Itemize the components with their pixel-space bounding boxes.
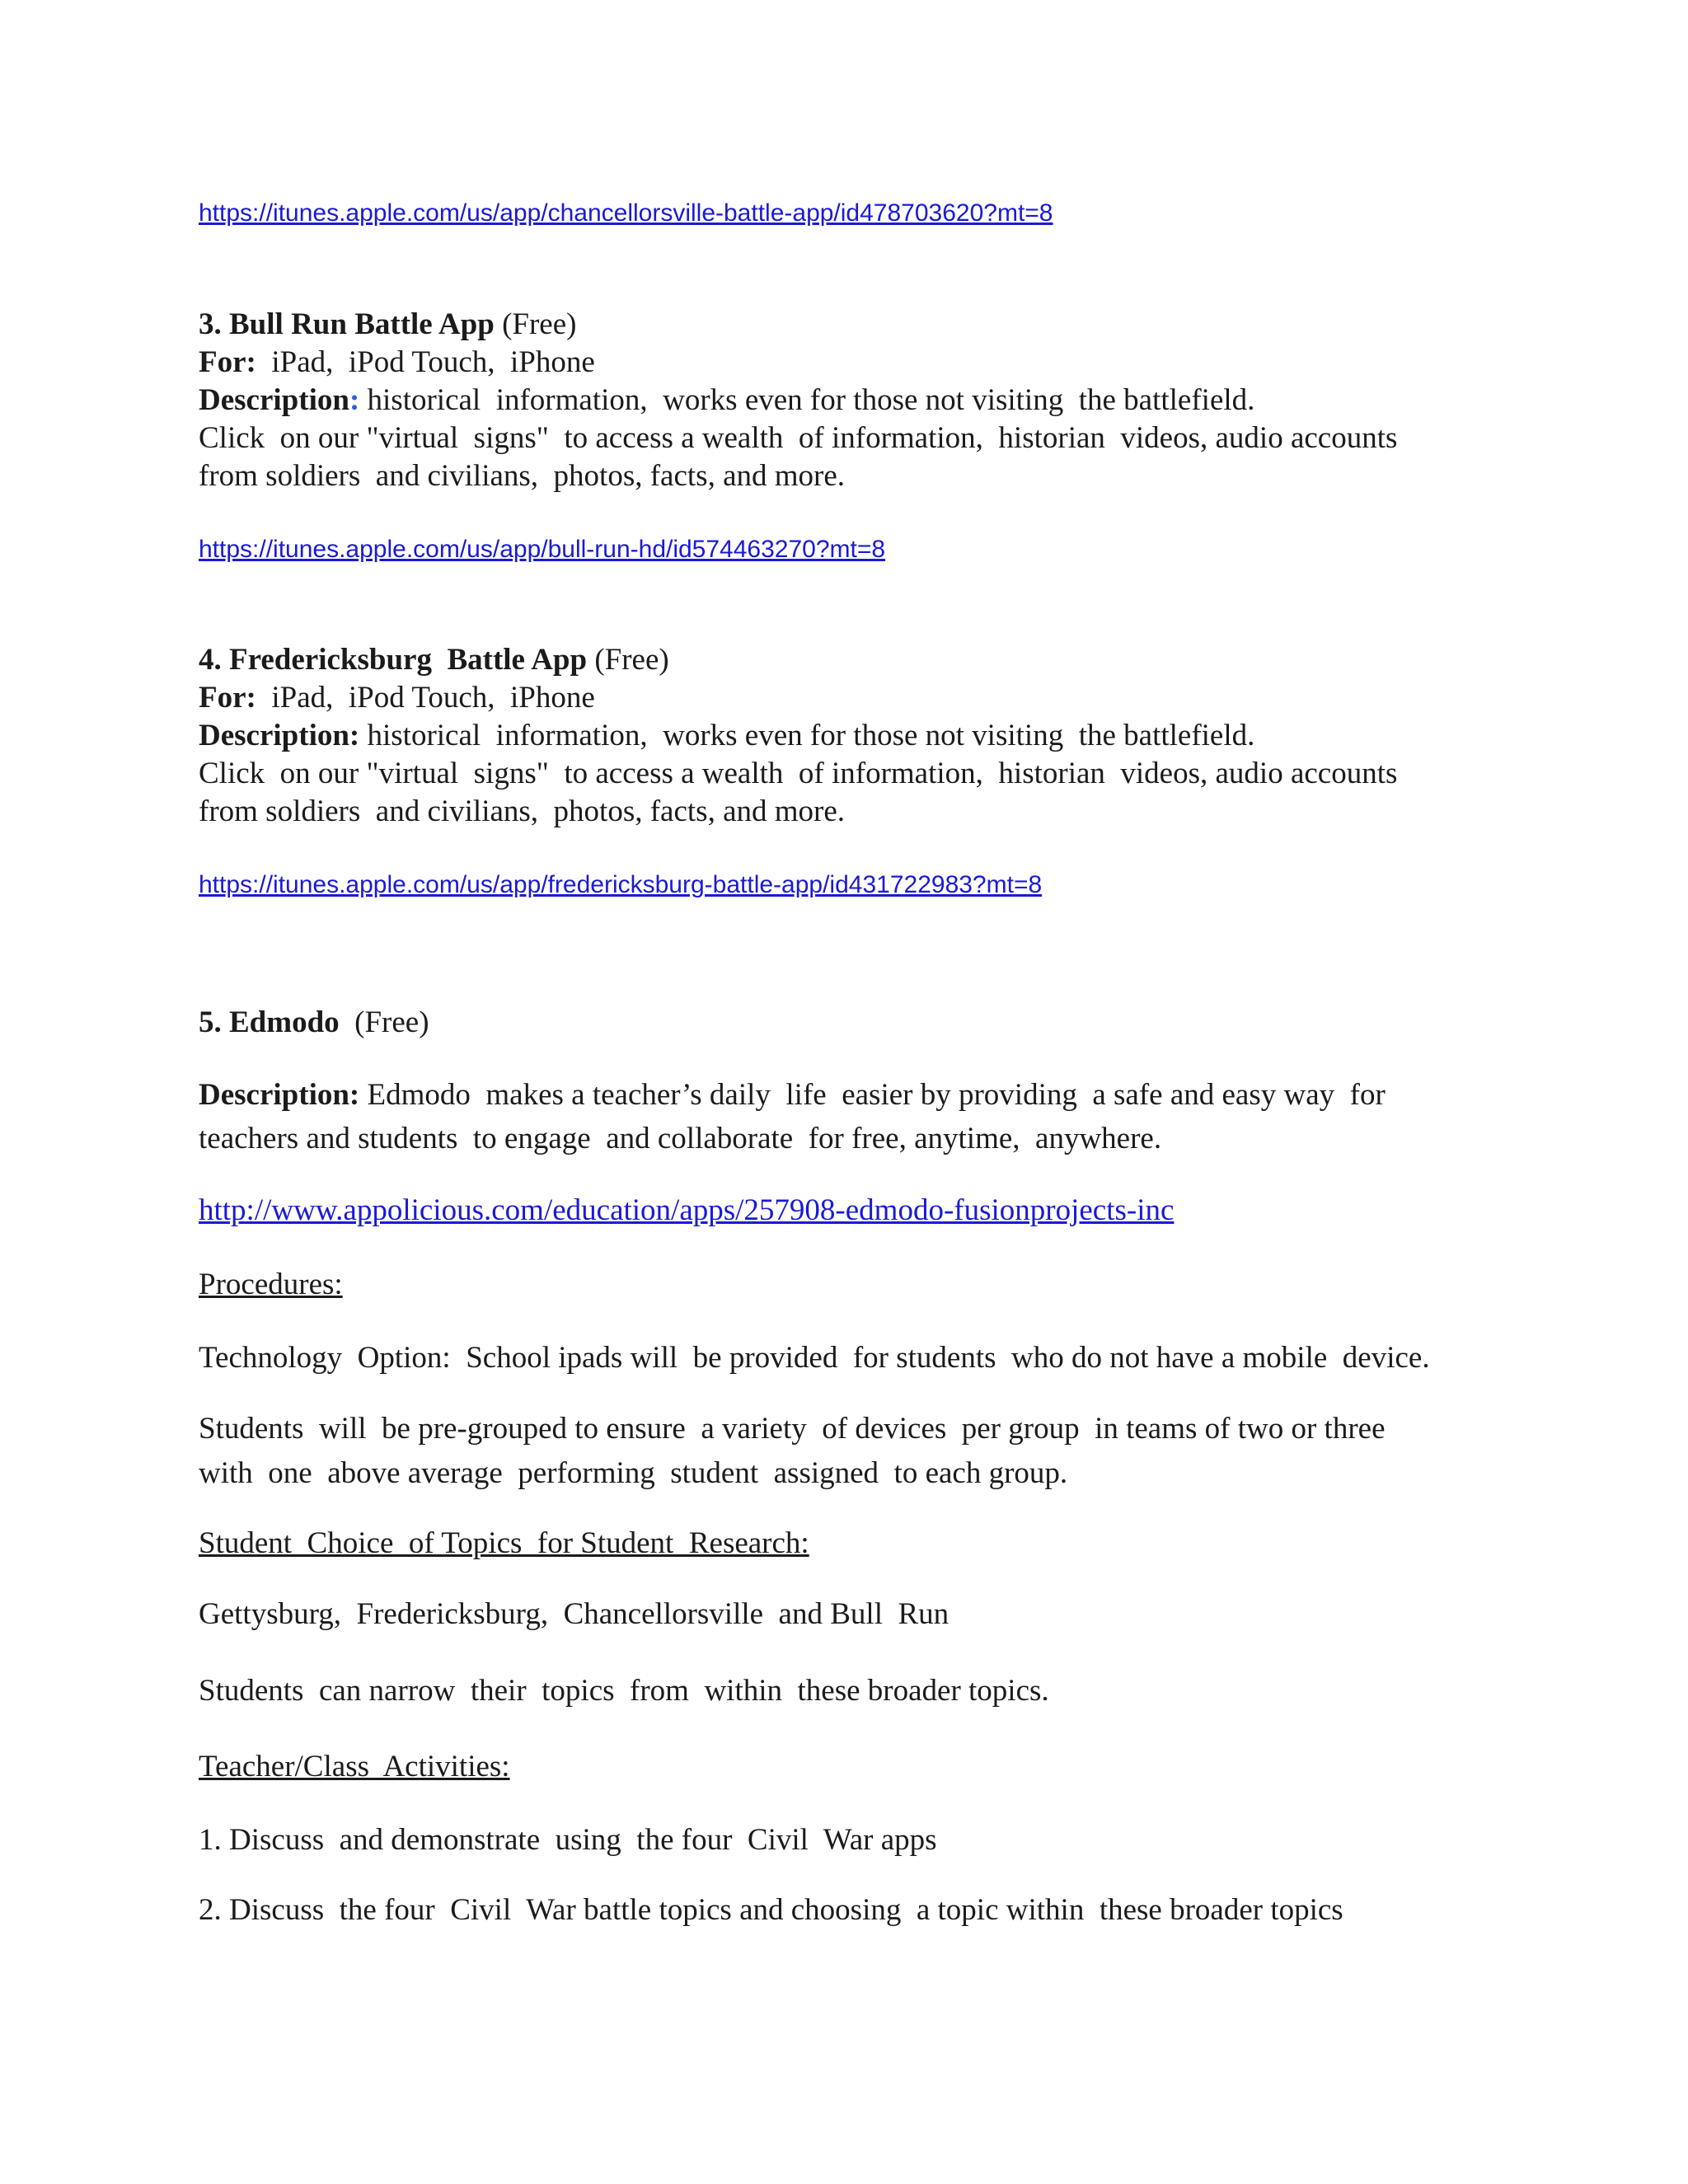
grouping-line1: Students will be pre-grouped to ensure a variety of devices per group in teams of two or three <box>199 1412 1386 1446</box>
app4-price: (Free) <box>587 643 669 677</box>
app4-desc-line2: Click on our "virtual signs" to access a wealth of information, historian videos, audio accounts <box>199 757 1398 790</box>
app3-desc-colon: : <box>349 383 360 417</box>
app3-for-value: iPad, iPod Touch, iPhone <box>256 345 595 379</box>
procedures-heading: Procedures: <box>199 1268 343 1301</box>
app4-for-label: For: <box>199 681 256 715</box>
app4-platforms <box>199 679 595 717</box>
app5-description <box>199 1076 1386 1114</box>
app4-desc-line3: from soldiers and civilians, photos, facts, and more. <box>199 794 846 828</box>
app5-desc-label: Description: <box>199 1078 360 1112</box>
activity-item-2: 2. Discuss the four Civil War battle topics and choosing a topic within these broader topics <box>199 1893 1343 1927</box>
app4-for-value: iPad, iPod Touch, iPhone <box>256 681 595 715</box>
grouping-line2: with one above average performing student assigned to each group. <box>199 1456 1068 1490</box>
activity-item-1: 1. Discuss and demonstrate using the four Civil War apps <box>199 1823 937 1857</box>
activities-heading: Teacher/Class Activities: <box>199 1750 510 1783</box>
topics-heading: Student Choice of Topics for Student Research: <box>199 1526 809 1560</box>
app3-price: (Free) <box>494 307 577 341</box>
app5-desc-line2: teachers and students to engage and collaborate for free, anytime, anywhere. <box>199 1122 1162 1155</box>
app3-desc-line1: historical information, works even for those not visiting the battlefield. <box>359 383 1255 417</box>
app4-heading <box>199 641 669 679</box>
app3-desc-line2: Click on our "virtual signs" to access a wealth of information, historian videos, audio accounts <box>199 421 1398 455</box>
app4-desc-label: Description: <box>199 719 360 752</box>
app3-desc-label: Description <box>199 383 349 417</box>
app3-desc-line3: from soldiers and civilians, photos, facts, and more. <box>199 459 846 493</box>
technology-option-text: Technology Option: School ipads will be provided for students who do not have a mobile device. <box>199 1341 1430 1375</box>
fredericksburg-app-link[interactable]: https://itunes.apple.com/us/app/fredericksburg-battle-app/id431722983?mt=8 <box>199 871 1043 898</box>
edmodo-app-link[interactable]: http://www.appolicious.com/education/apps/257908-edmodo-fusionprojects-inc <box>199 1193 1175 1227</box>
app3-heading <box>199 306 576 344</box>
app5-title: 5. Edmodo <box>199 1005 340 1039</box>
app3-title: 3. Bull Run Battle App <box>199 307 495 341</box>
chancellorsville-app-link[interactable]: https://itunes.apple.com/us/app/chancellorsville-battle-app/id478703620?mt=8 <box>199 199 1053 227</box>
app4-title: 4. Fredericksburg Battle App <box>199 643 588 677</box>
app3-description <box>199 382 1254 419</box>
bull-run-app-link[interactable]: https://itunes.apple.com/us/app/bull-run-hd/id574463270?mt=8 <box>199 536 886 563</box>
app5-heading <box>199 1004 429 1042</box>
topics-note: Students can narrow their topics from within these broader topics. <box>199 1674 1049 1708</box>
app3-platforms <box>199 344 595 382</box>
app4-desc-line1: historical information, works even for those not visiting the battlefield. <box>359 719 1255 752</box>
app4-description <box>199 717 1254 755</box>
app5-desc-line1: Edmodo makes a teacher’s daily life easier by providing a safe and easy way for <box>359 1078 1386 1112</box>
app5-price: (Free) <box>339 1005 429 1039</box>
topics-list: Gettysburg, Fredericksburg, Chancellorsville and Bull Run <box>199 1597 950 1631</box>
app3-for-label: For: <box>199 345 256 379</box>
